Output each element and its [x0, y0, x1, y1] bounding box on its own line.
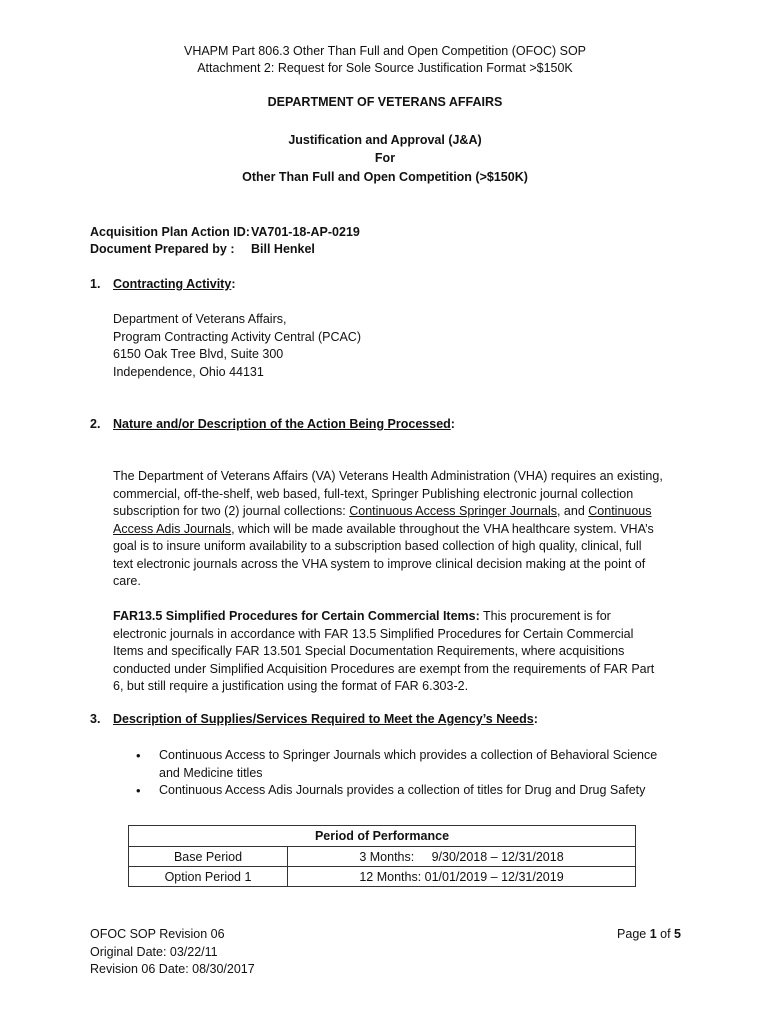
section1-colon: :	[231, 277, 236, 291]
far-text: This procurement is for electronic journals in accordance with FAR 13.5 Simplified Procedures for Certain Commercial Items and specifically FAR 13.501 Special Documentation Requirements, where acquisitions conducted under Simplified Acquisition Procedures are exempt from the requirements of FAR Part 6, but still require a justification using the format of FAR 6.303-2.	[113, 609, 655, 693]
footer-line: Original Date: 03/22/11	[90, 944, 218, 959]
p1-text-a: The Department of Veterans Affairs (VA) Veterans Health Administration (VHA) requires an existing, commercial, off-the-shelf, web based, full-text, Springer Publishing electronic journal collection subscription for two (2) journal collections:	[113, 469, 663, 518]
running-header-line1: VHAPM Part 806.3 Other Than Full and Open Competition (OFOC) SOP	[183, 44, 587, 58]
plan-id-value: VA701-18-AP-0219	[251, 225, 360, 239]
address-line: Department of Veterans Affairs,	[113, 312, 287, 326]
page-current: 1	[649, 927, 657, 941]
table-cell-dates: 3 Months: 9/30/2018 – 12/31/2018	[288, 847, 636, 867]
list-item: • Continuous Access to Springer Journals which provides a collection of Behavioral Science and Medicine titles	[136, 747, 661, 782]
table-cell-period: Base Period	[129, 847, 288, 867]
section1-title-text: Contracting Activity	[113, 277, 232, 291]
section2-title	[113, 417, 455, 431]
page-of: of	[656, 927, 675, 941]
p1-text-c: , which will be made available throughout the VHA healthcare system. VHA’s goal is to insure uniform availability to a subscription based collection of high quality, clinical, full text electronic journals across the VHA system to improve clinical decision making at the point of care.	[113, 521, 654, 588]
section1-number: 1.	[90, 277, 101, 291]
adis-journals-link[interactable]: Continuous Access Adis Journals	[113, 504, 652, 536]
springer-journals-link[interactable]: Continuous Access Springer Journals	[349, 504, 557, 518]
ja-title: Justification and Approval (J&A)	[288, 133, 482, 147]
prepared-by-value: Bill Henkel	[251, 242, 315, 256]
footer-revision	[90, 926, 255, 979]
section2-paragraph1	[113, 468, 663, 591]
address-line: Program Contracting Activity Central (PCAC)	[113, 329, 361, 344]
section2-paragraph2	[113, 608, 663, 696]
section3-title-text: Description of Supplies/Services Required to Meet the Agency’s Needs	[113, 712, 534, 726]
period-of-performance-table	[128, 825, 636, 887]
section3-number: 3.	[90, 712, 101, 726]
section3-colon: :	[533, 712, 538, 726]
department-title: DEPARTMENT OF VETERANS AFFAIRS	[267, 95, 503, 109]
page-number	[617, 926, 681, 944]
table-cell-dates: 12 Months: 01/01/2019 – 12/31/2019	[288, 867, 636, 887]
needs-list	[136, 747, 661, 800]
far-heading: FAR13.5 Simplified Procedures for Certain Commercial Items:	[113, 609, 480, 623]
table-header: Period of Performance	[129, 826, 636, 847]
p1-text-b: , and	[556, 504, 589, 518]
section2-number: 2.	[90, 417, 101, 431]
address-line: Independence, Ohio 44131	[113, 364, 264, 379]
address-line: 6150 Oak Tree Blvd, Suite 300	[113, 347, 284, 361]
contracting-address	[113, 311, 663, 381]
footer-line: OFOC SOP Revision 06	[90, 927, 225, 941]
section2-colon: :	[450, 417, 455, 431]
footer-line: Revision 06 Date: 08/30/2017	[90, 962, 255, 976]
plan-id-label: Acquisition Plan Action ID:	[90, 225, 250, 239]
running-header-line2: Attachment 2: Request for Sole Source Justification Format >$150K	[197, 61, 573, 75]
page-prefix: Page	[617, 927, 650, 941]
page-total: 5	[674, 927, 681, 941]
section3-title	[113, 712, 538, 726]
section2-title-text: Nature and/or Description of the Action Being Processed	[113, 417, 451, 431]
table-row	[129, 867, 636, 887]
prepared-by-label: Document Prepared by :	[90, 242, 235, 256]
section1-title	[113, 277, 235, 291]
ja-title-for: For	[374, 151, 396, 165]
table-row	[129, 847, 636, 867]
ja-title-ofoc: Other Than Full and Open Competition (>$150K)	[242, 170, 528, 184]
list-item: • Continuous Access Adis Journals provides a collection of titles for Drug and Drug Safety	[136, 782, 661, 800]
table-cell-period: Option Period 1	[129, 867, 288, 887]
